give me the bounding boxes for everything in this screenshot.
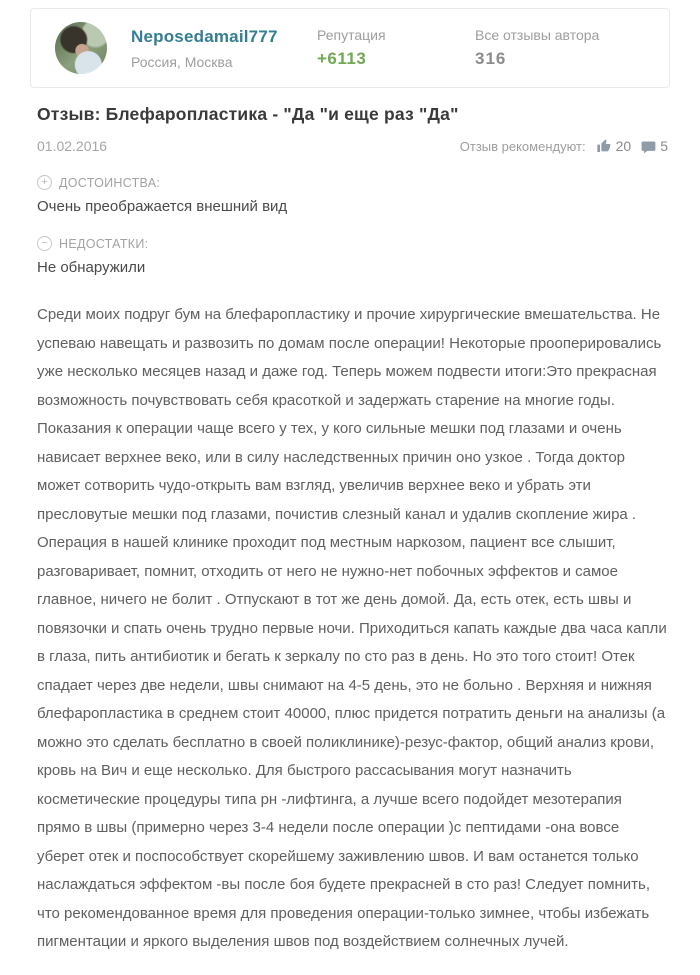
cons-label-row: [37, 236, 668, 251]
review-page: [0, 8, 700, 975]
review-meta-row: [37, 138, 668, 154]
review-body-text: Среди моих подруг бум на блефаропластику и прочие хирургические вмешательства. Не успеваю навещать и развозить по домам после операции! Некоторые прооперировались уже несколько месяцев назад и даже год. Теперь можем подвести итоги:Это прекрасная возможность почувствовать себя красоткой и задержать старение на многие годы. Показания к операции чаще всего у тех, у кого сильные мешки под глазами и очень нависает верхнее веко, или в силу наследственных причин оно узкое . Тогда доктор может сотворить чудо-открыть вам взгляд, увеличив верхнее веко и убрать эти пресловутые мешки под глазами, почистив слезный канал и удалив скопление жира . Операция в нашей клинике проходит под местным наркозом, пациент все слышит, разговаривает, помнит, отходить от него не нужно-нет побочных эффектов и самое главное, ничего не болит . Отпускают в тот же день домой. Да, есть отек, есть швы и повязочки и спать очень трудно первые ночи. Приходиться капать каждые два часа капли в глаза, пить антибиотик и бегать к зеркалу по сто раз в день. Но это того стоит! Отек спадает через две недели, швы снимают на 4-5 день, это не больно . Верхняя и нижняя блефаропластика в среднем стоит 40000, плюс придется потратить деньги на анализы (а можно это сделать бесплатно в своей поликлинике)-резус-фактор, общий анализ крови, кровь на Вич и еще несколько. Для быстрого рассасывания могут назначить косметические процедуры типа рн -лифтинга, а лучше всего подойдет мезотерапия прямо в швы (примерно через 3-4 недели после операции )с пептидами -она вовсе уберет отек и поспособствует скорейшему заживлению швов. И вам останется только наслаждаться эффектом -вы после боя будете прекрасней в сто раз! Следует помнить, что рекомендованное время для проведения операции-только зимнее, чтобы избежать пигментации и яркого выделения швов под воздействием солнечных лучей.: [37, 306, 667, 950]
minus-circle-icon: −: [37, 236, 52, 251]
recommend-label: Отзыв рекомендуют:: [459, 138, 586, 154]
likes-count: 20: [615, 138, 632, 154]
pros-label: ДОСТОИНСТВА:: [59, 175, 161, 190]
cons-text: Не обнаружили: [37, 259, 146, 276]
comments-group[interactable]: [641, 138, 668, 154]
pros-section: [37, 175, 668, 215]
reputation-label: Репутация: [317, 27, 386, 43]
review-title: Отзыв: Блефаропластика - "Да "и еще раз "Да": [37, 104, 459, 124]
pros-label-row: [37, 175, 668, 190]
user-location: Россия, Москва: [131, 53, 233, 70]
author-card: [30, 8, 670, 88]
likes-group[interactable]: [596, 138, 632, 154]
pros-text: Очень преображается внешний вид: [37, 198, 288, 215]
plus-circle-icon: +: [37, 175, 52, 190]
comment-icon: [641, 139, 656, 154]
review-main: [0, 104, 700, 975]
avatar[interactable]: [55, 22, 107, 74]
recommendations: [460, 138, 668, 154]
author-reviews-label: Все отзывы автора: [475, 27, 600, 43]
author-reviews-count[interactable]: 316: [475, 49, 507, 68]
reputation-value: +6113: [317, 49, 367, 68]
username-link[interactable]: Neposedamail777: [131, 26, 278, 46]
thumbs-up-icon: [596, 138, 612, 154]
review-date: 01.02.2016: [37, 138, 108, 154]
cons-section: [37, 236, 668, 276]
reputation-block: [317, 27, 475, 69]
cons-label: НЕДОСТАТКИ:: [59, 236, 149, 251]
author-reviews-block: [475, 27, 633, 69]
user-info: [131, 27, 317, 70]
comments-count: 5: [660, 138, 668, 154]
